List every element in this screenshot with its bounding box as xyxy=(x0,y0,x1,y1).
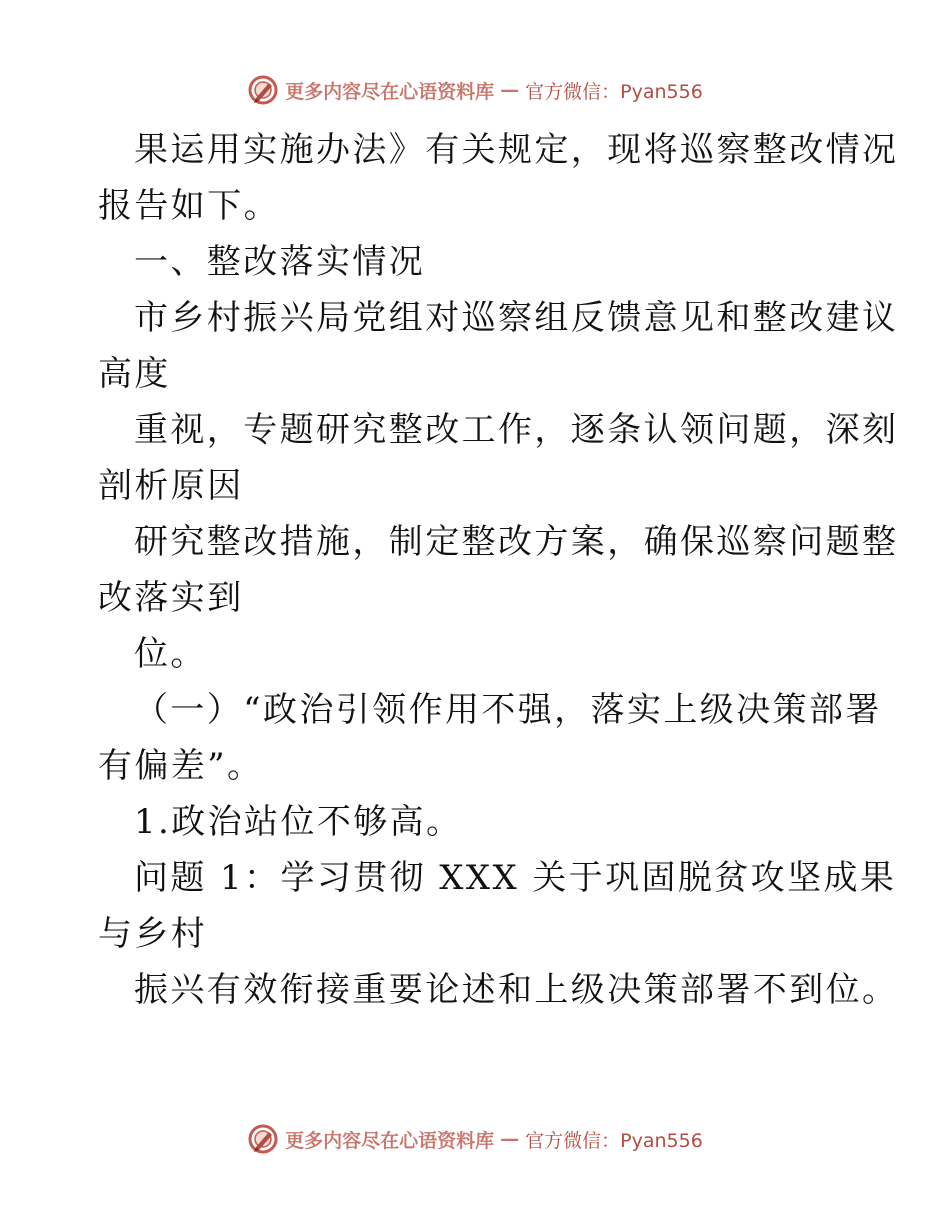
body-line-8: 研究整改措施，制定整改方案，确保巡察问题整 xyxy=(134,522,899,562)
item-heading-1: 1.政治站位不够高。 xyxy=(134,802,463,842)
watermark-dash: — xyxy=(500,79,520,101)
subsection-heading-1: （一）“政治引领作用不强，落实上级决策部署 xyxy=(134,690,882,730)
body-line-5: 高度 xyxy=(98,354,171,394)
footer-watermark xyxy=(0,1122,950,1156)
watermark-wechat-text: 官方微信：Pyan556 xyxy=(525,80,703,103)
body-line-12: 有偏差”。 xyxy=(98,746,264,786)
body-line-4: 市乡村振兴局党组对巡察组反馈意见和整改建议 xyxy=(134,298,899,338)
body-line-15: 与乡村 xyxy=(98,914,208,954)
problem-line-1: 问题 1：学习贯彻 XXX 关于巩固脱贫攻坚成果 xyxy=(134,858,897,898)
pen-circle-logo-icon xyxy=(247,1123,279,1155)
body-line-2: 报告如下。 xyxy=(98,186,280,226)
watermark-main-text: 更多内容尽在心语资料库 xyxy=(285,1129,495,1152)
body-line-7: 剖析原因 xyxy=(98,466,244,506)
body-line-10: 位。 xyxy=(134,634,207,674)
body-line-16: 振兴有效衔接重要论述和上级决策部署不到位。 xyxy=(134,970,899,1010)
section-heading-1: 一、整改落实情况 xyxy=(134,242,426,282)
body-line-6: 重视，专题研究整改工作，逐条认领问题，深刻 xyxy=(134,410,899,450)
document-body xyxy=(98,122,899,1018)
body-line-1: 果运用实施办法》有关规定，现将巡察整改情况 xyxy=(134,130,899,170)
header-watermark xyxy=(0,73,950,107)
body-line-9: 改落实到 xyxy=(98,578,244,618)
pen-circle-logo-icon xyxy=(247,74,279,106)
watermark-main-text: 更多内容尽在心语资料库 xyxy=(285,80,495,103)
watermark-wechat-text: 官方微信：Pyan556 xyxy=(525,1129,703,1152)
watermark-dash: — xyxy=(500,1128,520,1150)
